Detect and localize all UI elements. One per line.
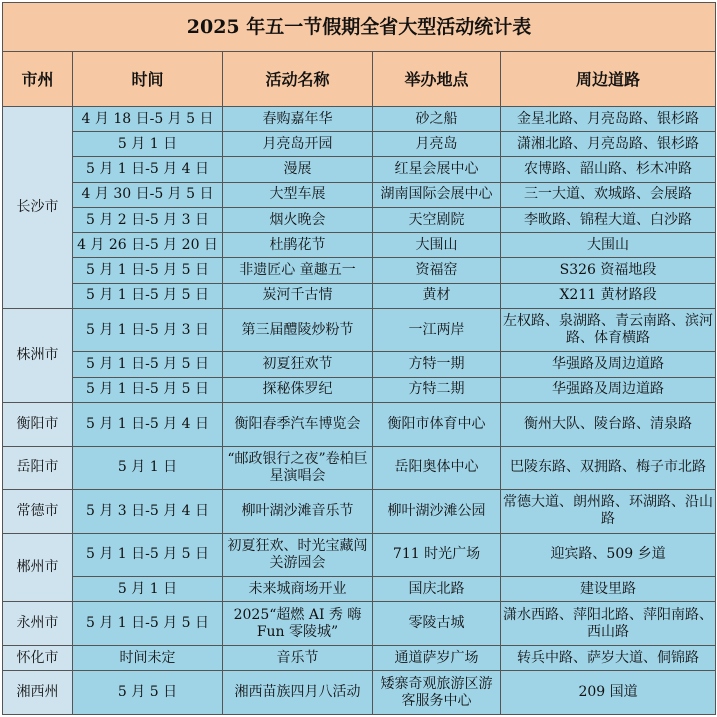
roads-cell: 转兵中路、萨岁大道、侗锦路 (501, 646, 716, 671)
table-row (3, 352, 716, 377)
name-cell: 2025“超燃 AI 秀 嗨 Fun 零陵城” (223, 602, 373, 646)
table-row (3, 182, 716, 207)
roads-cell: 华强路及周边道路 (501, 377, 716, 402)
time-cell: 5 月 3 日-5 月 4 日 (73, 490, 223, 534)
city-cell: 永州市 (3, 602, 73, 646)
table-row (3, 132, 716, 157)
roads-cell: 华强路及周边道路 (501, 352, 716, 377)
time-cell: 时间未定 (73, 646, 223, 671)
time-cell: 4 月 18 日-5 月 5 日 (73, 107, 223, 132)
time-cell: 5 月 1 日 (73, 132, 223, 157)
place-cell: 月亮岛 (373, 132, 501, 157)
header-time: 时间 (73, 52, 223, 107)
table-body (3, 107, 716, 715)
header-city: 市州 (3, 52, 73, 107)
roads-cell: 209 国道 (501, 671, 716, 715)
place-cell: 矮寨奇观旅游区游客服务中心 (373, 671, 501, 715)
roads-cell: 常德大道、朗州路、环湖路、沿山路 (501, 490, 716, 534)
place-cell: 方特一期 (373, 352, 501, 377)
name-cell: 探秘侏罗纪 (223, 377, 373, 402)
city-cell: 怀化市 (3, 646, 73, 671)
table-row (3, 490, 716, 534)
time-cell: 5 月 1 日 (73, 577, 223, 602)
time-cell: 5 月 1 日-5 月 5 日 (73, 283, 223, 308)
place-cell: 砂之船 (373, 107, 501, 132)
time-cell: 5 月 1 日-5 月 5 日 (73, 352, 223, 377)
time-cell: 5 月 1 日-5 月 5 日 (73, 533, 223, 577)
roads-cell: 李畋路、锦程大道、白沙路 (501, 207, 716, 232)
name-cell: 音乐节 (223, 646, 373, 671)
place-cell: 柳叶湖沙滩公园 (373, 490, 501, 534)
name-cell: 未来城商场开业 (223, 577, 373, 602)
place-cell: 红星会展中心 (373, 157, 501, 182)
name-cell: 初夏狂欢、时光宝藏闯关游园会 (223, 533, 373, 577)
table-row (3, 283, 716, 308)
table-row (3, 308, 716, 352)
time-cell: 5 月 5 日 (73, 671, 223, 715)
time-cell: 5 月 1 日-5 月 5 日 (73, 602, 223, 646)
place-cell: 衡阳市体育中心 (373, 402, 501, 446)
name-cell: 月亮岛开园 (223, 132, 373, 157)
name-cell: 春购嘉年华 (223, 107, 373, 132)
roads-cell: 金星北路、月亮岛路、银杉路 (501, 107, 716, 132)
city-cell: 常德市 (3, 490, 73, 534)
table-row (3, 402, 716, 446)
name-cell: 大型车展 (223, 182, 373, 207)
place-cell: 一江两岸 (373, 308, 501, 352)
time-cell: 4 月 26 日-5 月 20 日 (73, 233, 223, 258)
roads-cell: 潇水西路、萍阳北路、萍阳南路、西山路 (501, 602, 716, 646)
roads-cell: 农博路、韶山路、杉木冲路 (501, 157, 716, 182)
table-row (3, 646, 716, 671)
roads-cell: 建设里路 (501, 577, 716, 602)
city-cell: 株洲市 (3, 308, 73, 402)
name-cell: 初夏狂欢节 (223, 352, 373, 377)
roads-cell: 衡州大队、陵台路、清泉路 (501, 402, 716, 446)
time-cell: 5 月 1 日-5 月 4 日 (73, 402, 223, 446)
table-row (3, 258, 716, 283)
name-cell: 柳叶湖沙滩音乐节 (223, 490, 373, 534)
time-cell: 5 月 2 日-5 月 3 日 (73, 207, 223, 232)
place-cell: 方特二期 (373, 377, 501, 402)
roads-cell: 三一大道、欢城路、会展路 (501, 182, 716, 207)
time-cell: 5 月 1 日 (73, 446, 223, 490)
roads-cell: 潇湘北路、月亮岛路、银杉路 (501, 132, 716, 157)
time-cell: 5 月 1 日-5 月 3 日 (73, 308, 223, 352)
city-cell: 衡阳市 (3, 402, 73, 446)
name-cell: “邮政银行之夜”卷柏巨星演唱会 (223, 446, 373, 490)
time-cell: 4 月 30 日-5 月 5 日 (73, 182, 223, 207)
roads-cell: S326 资福地段 (501, 258, 716, 283)
table-row (3, 233, 716, 258)
place-cell: 零陵古城 (373, 602, 501, 646)
city-cell: 湘西州 (3, 671, 73, 715)
place-cell: 黄材 (373, 283, 501, 308)
name-cell: 湘西苗族四月八活动 (223, 671, 373, 715)
place-cell: 资福窑 (373, 258, 501, 283)
table-row (3, 207, 716, 232)
roads-cell: 大围山 (501, 233, 716, 258)
table-row (3, 533, 716, 577)
city-cell: 郴州市 (3, 533, 73, 602)
city-cell: 岳阳市 (3, 446, 73, 490)
name-cell: 炭河千古情 (223, 283, 373, 308)
name-cell: 非遗匠心 童趣五一 (223, 258, 373, 283)
table-row (3, 671, 716, 715)
time-cell: 5 月 1 日-5 月 5 日 (73, 258, 223, 283)
time-cell: 5 月 1 日-5 月 5 日 (73, 377, 223, 402)
roads-cell: X211 黄材路段 (501, 283, 716, 308)
header-venue: 举办地点 (373, 52, 501, 107)
name-cell: 第三届醴陵炒粉节 (223, 308, 373, 352)
name-cell: 烟火晚会 (223, 207, 373, 232)
table-row (3, 602, 716, 646)
table-row (3, 377, 716, 402)
place-cell: 国庆北路 (373, 577, 501, 602)
table-row (3, 107, 716, 132)
roads-cell: 巴陵东路、双拥路、梅子市北路 (501, 446, 716, 490)
header-surrounding-roads: 周边道路 (501, 52, 716, 107)
place-cell: 湖南国际会展中心 (373, 182, 501, 207)
place-cell: 岳阳奥体中心 (373, 446, 501, 490)
table-row (3, 577, 716, 602)
place-cell: 711 时光广场 (373, 533, 501, 577)
table-row (3, 446, 716, 490)
place-cell: 大围山 (373, 233, 501, 258)
name-cell: 杜鹃花节 (223, 233, 373, 258)
activity-statistics-table (2, 2, 716, 715)
name-cell: 衡阳春季汽车博览会 (223, 402, 373, 446)
place-cell: 通道萨岁广场 (373, 646, 501, 671)
header-activity-name: 活动名称 (223, 52, 373, 107)
place-cell: 天空剧院 (373, 207, 501, 232)
city-cell: 长沙市 (3, 107, 73, 309)
roads-cell: 左权路、泉湖路、青云南路、滨河路、体育横路 (501, 308, 716, 352)
table-row (3, 157, 716, 182)
roads-cell: 迎宾路、509 乡道 (501, 533, 716, 577)
time-cell: 5 月 1 日-5 月 4 日 (73, 157, 223, 182)
table-title: 2025 年五一节假期全省大型活动统计表 (3, 3, 716, 52)
name-cell: 漫展 (223, 157, 373, 182)
